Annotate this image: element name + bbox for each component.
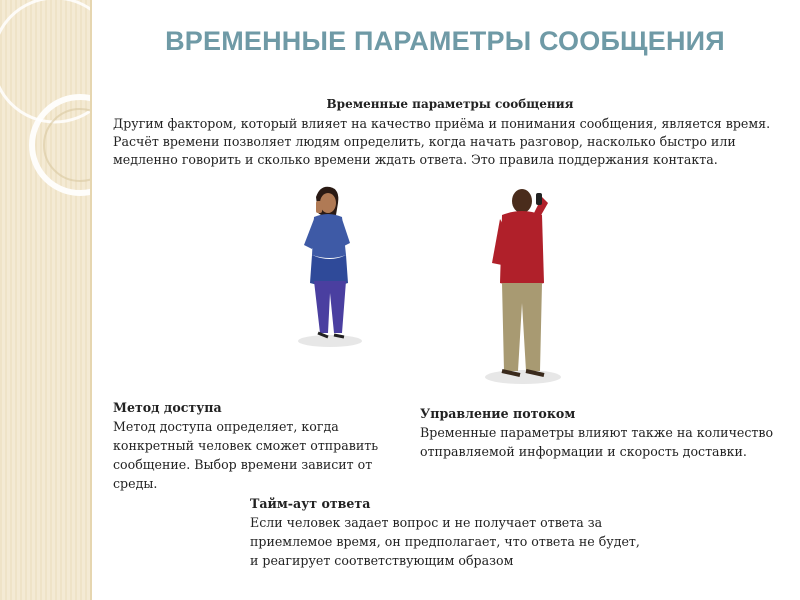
flow-control-text: Временные параметры влияют также на количество отправляемой информации и скорость доставки. [420, 425, 774, 459]
decorative-circles [0, 0, 90, 600]
section-heading: Временные параметры сообщения [326, 97, 574, 111]
flow-control-block [420, 404, 790, 461]
intro-paragraph: Другим фактором, который влияет на качество приёма и понимания сообщения, является время. Расчёт времени позволяет людям определить, когда начать разговор, насколько быстро или медленно говорить и сколько времени ждать ответа. Это правила поддержания контакта. [113, 116, 771, 167]
woman-on-phone-illustration [290, 185, 370, 350]
response-timeout-block [250, 494, 650, 570]
slide-title: ВРЕМЕННЫЕ ПАРАМЕТРЫ СООБЩЕНИЯ [165, 26, 725, 56]
access-method-text: Метод доступа определяет, когда конкретный человек сможет отправить сообщение. Выбор времени зависит от среды. [113, 419, 379, 491]
decorative-side-strip [0, 0, 92, 600]
response-timeout-title: Тайм-аут ответа [250, 496, 371, 511]
access-method-title: Метод доступа [113, 400, 222, 415]
man-on-phone-illustration [478, 185, 568, 385]
response-timeout-text: Если человек задает вопрос и не получает ответа за приемлемое время, он предполагает, что ответа не будет, и реагирует соответствующим образом [250, 515, 640, 568]
access-method-block [113, 398, 393, 493]
flow-control-title: Управление потоком [420, 406, 576, 421]
